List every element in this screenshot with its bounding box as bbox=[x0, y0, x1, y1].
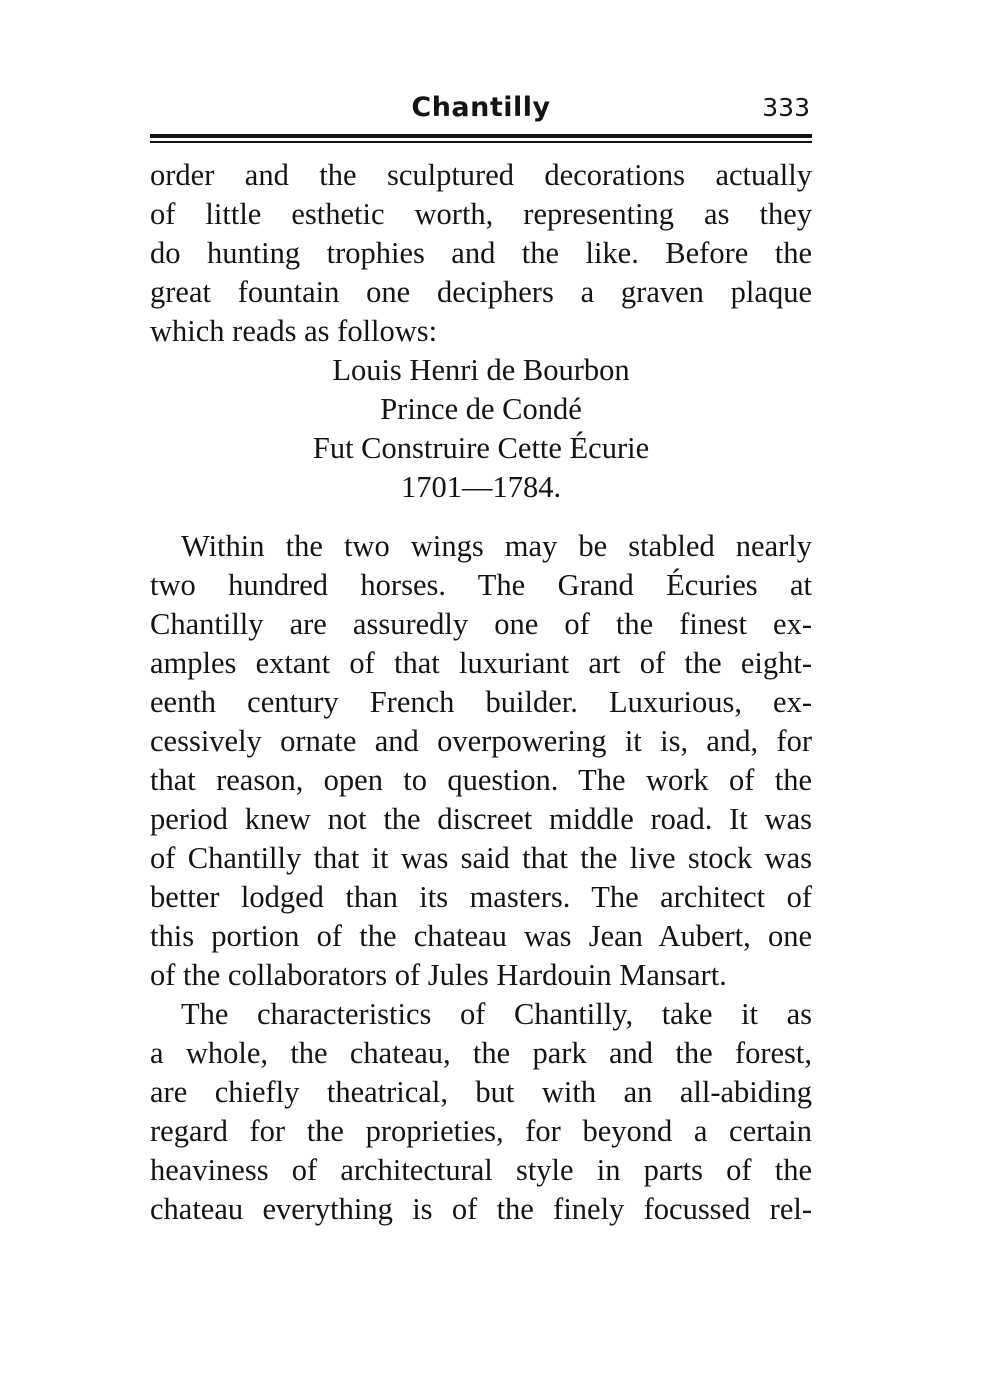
paragraph-3 bbox=[150, 995, 812, 1229]
text-line: Within the two wings may be stabled nearly bbox=[181, 529, 812, 563]
text-line: The characteristics of Chantilly, take it as bbox=[181, 997, 812, 1031]
text-line: regard for the proprieties, for beyond a certain bbox=[150, 1114, 812, 1148]
paragraph-1 bbox=[150, 156, 812, 351]
text-line: heaviness of architectural style in parts of the bbox=[150, 1153, 812, 1187]
page-number: 333 bbox=[762, 93, 810, 122]
running-head bbox=[150, 88, 812, 134]
text-line: are chiefly theatrical, but with an all-abiding bbox=[150, 1075, 812, 1109]
paragraph-2 bbox=[150, 527, 812, 995]
inscription-line: 1701—1784. bbox=[400, 470, 562, 504]
inscription-line: Louis Henri de Bourbon bbox=[332, 353, 630, 387]
text-line: better lodged than its masters. The architect of bbox=[150, 880, 812, 914]
text-line: period knew not the discreet middle road. It was bbox=[150, 802, 812, 836]
header-rule-thick bbox=[150, 134, 812, 138]
text-line: of little esthetic worth, representing as they bbox=[150, 197, 812, 231]
body-text bbox=[150, 156, 812, 1229]
text-line: a whole, the chateau, the park and the forest, bbox=[150, 1036, 812, 1070]
text-line: great fountain one deciphers a graven plaque bbox=[150, 275, 812, 309]
text-line: of the collaborators of Jules Hardouin Mansart. bbox=[150, 958, 727, 992]
text-line: eenth century French builder. Luxurious, ex- bbox=[150, 685, 812, 719]
text-line: that reason, open to question. The work of the bbox=[150, 763, 812, 797]
text-line: two hundred horses. The Grand Écuries at bbox=[150, 568, 812, 602]
plaque-inscription bbox=[150, 351, 812, 507]
text-line: amples extant of that luxuriant art of the eight- bbox=[150, 646, 812, 680]
inscription-line: Prince de Condé bbox=[380, 392, 582, 426]
text-line: this portion of the chateau was Jean Aubert, one bbox=[150, 919, 812, 953]
header-rule-thin bbox=[150, 141, 812, 143]
text-line: do hunting trophies and the like. Before the bbox=[150, 236, 812, 270]
text-line: chateau everything is of the finely focussed rel- bbox=[150, 1192, 812, 1226]
running-title: Chantilly bbox=[411, 92, 551, 123]
book-page bbox=[150, 88, 812, 1229]
text-line: which reads as follows: bbox=[150, 314, 438, 348]
text-line: order and the sculptured decorations actually bbox=[150, 158, 812, 192]
text-line: cessively ornate and overpowering it is, and, for bbox=[150, 724, 812, 758]
text-line: of Chantilly that it was said that the live stock was bbox=[150, 841, 812, 875]
inscription-line: Fut Construire Cette Écurie bbox=[312, 431, 650, 465]
text-line: Chantilly are assuredly one of the finest ex- bbox=[150, 607, 812, 641]
